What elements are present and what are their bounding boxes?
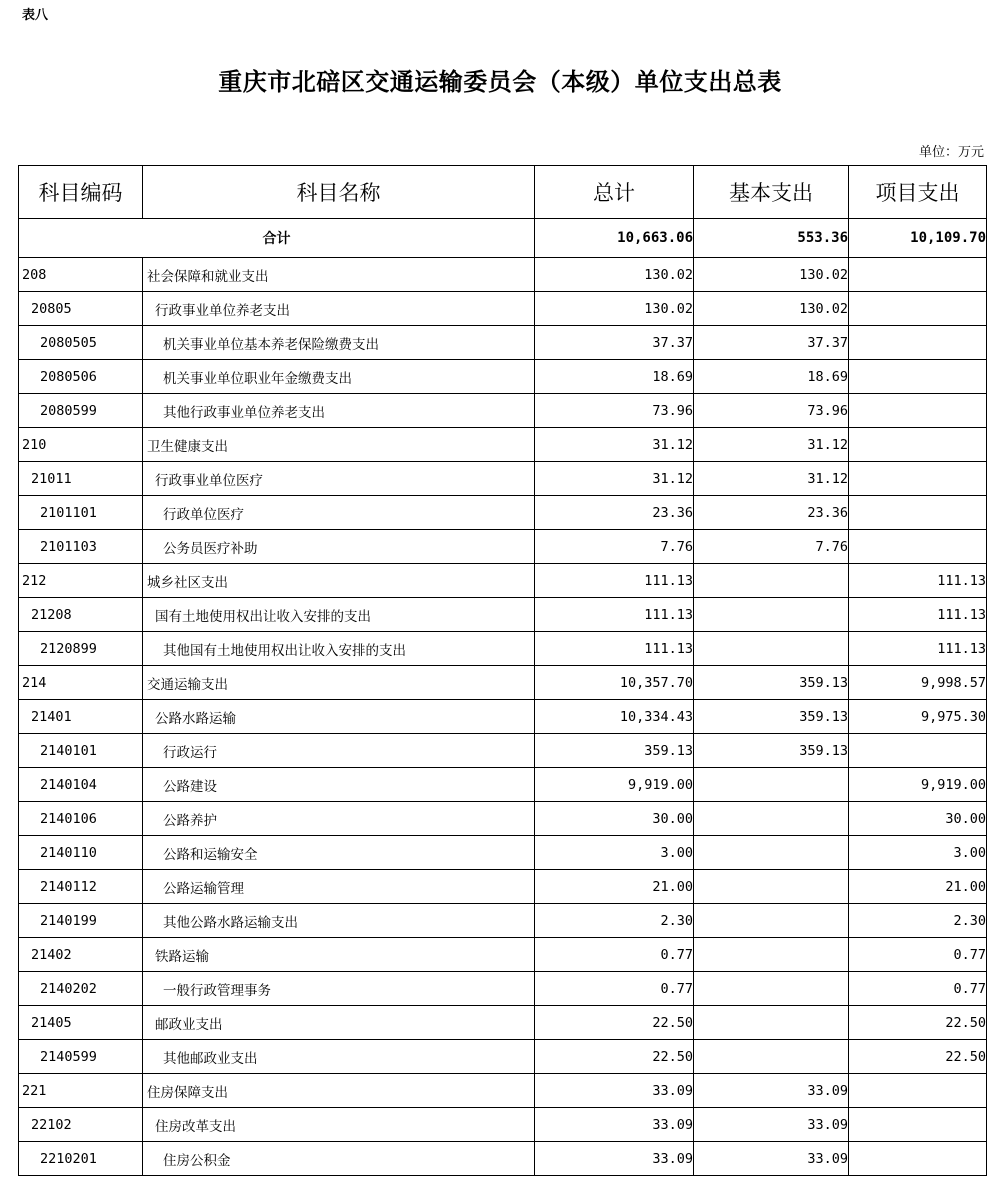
row-code: 2140110 [19,836,143,870]
table-row [19,258,987,292]
row-code: 2140199 [19,904,143,938]
row-code: 210 [19,428,143,462]
table-row [19,360,987,394]
row-name: 公路养护 [143,802,535,836]
row-code: 2120899 [19,632,143,666]
row-code: 2140101 [19,734,143,768]
row-code: 2101101 [19,496,143,530]
row-basic: 359.13 [694,700,849,734]
row-name: 公路水路运输 [143,700,535,734]
row-code: 221 [19,1074,143,1108]
row-name: 公路运输管理 [143,870,535,904]
row-project: 9,919.00 [849,768,987,802]
row-name: 行政事业单位医疗 [143,462,535,496]
row-total: 10,334.43 [535,700,694,734]
row-code: 2080599 [19,394,143,428]
row-basic: 359.13 [694,666,849,700]
unit-label: 单位：万元 [918,145,984,160]
table-number-label: 表八 [22,8,49,23]
row-total: 359.13 [535,734,694,768]
row-code: 2140106 [19,802,143,836]
row-code: 2080506 [19,360,143,394]
row-name: 邮政业支出 [143,1006,535,1040]
row-code: 2140202 [19,972,143,1006]
row-total: 31.12 [535,428,694,462]
row-name: 城乡社区支出 [143,564,535,598]
table-header [19,166,987,219]
row-total: 23.36 [535,496,694,530]
header-total: 总计 [535,166,694,219]
row-project [849,1074,987,1108]
row-total: 111.13 [535,564,694,598]
row-project: 0.77 [849,972,987,1006]
table-row [19,564,987,598]
summary-basic: 553.36 [694,219,849,258]
table-row [19,972,987,1006]
table-row [19,1142,987,1176]
row-project [849,496,987,530]
row-project [849,394,987,428]
row-project [849,428,987,462]
row-name: 卫生健康支出 [143,428,535,462]
table-row [19,1006,987,1040]
row-code: 214 [19,666,143,700]
table-row [19,836,987,870]
row-name: 其他国有土地使用权出让收入安排的支出 [143,632,535,666]
row-basic [694,870,849,904]
row-basic: 130.02 [694,258,849,292]
row-basic [694,972,849,1006]
row-total: 37.37 [535,326,694,360]
row-name: 国有土地使用权出让收入安排的支出 [143,598,535,632]
row-name: 其他公路水路运输支出 [143,904,535,938]
row-total: 0.77 [535,938,694,972]
row-code: 208 [19,258,143,292]
row-name: 其他行政事业单位养老支出 [143,394,535,428]
row-basic [694,802,849,836]
row-project [849,292,987,326]
row-name: 行政单位医疗 [143,496,535,530]
table-row [19,326,987,360]
row-total: 130.02 [535,258,694,292]
table-row [19,394,987,428]
row-name: 住房改革支出 [143,1108,535,1142]
row-basic: 31.12 [694,428,849,462]
row-code: 2080505 [19,326,143,360]
table-row [19,1040,987,1074]
row-name: 其他邮政业支出 [143,1040,535,1074]
row-code: 2210201 [19,1142,143,1176]
header-row [19,166,987,219]
row-basic [694,836,849,870]
row-total: 73.96 [535,394,694,428]
table-row [19,734,987,768]
row-project [849,360,987,394]
row-total: 111.13 [535,632,694,666]
row-name: 住房公积金 [143,1142,535,1176]
row-total: 21.00 [535,870,694,904]
table-row [19,462,987,496]
row-basic: 37.37 [694,326,849,360]
row-basic [694,938,849,972]
table-row [19,428,987,462]
row-project: 9,975.30 [849,700,987,734]
row-project: 21.00 [849,870,987,904]
row-project: 3.00 [849,836,987,870]
row-project [849,326,987,360]
row-name: 行政运行 [143,734,535,768]
table-row [19,598,987,632]
row-code: 21402 [19,938,143,972]
summary-label: 合计 [19,219,535,258]
row-total: 9,919.00 [535,768,694,802]
table-body [19,219,987,1176]
row-project [849,1108,987,1142]
summary-total: 10,663.06 [535,219,694,258]
row-basic: 23.36 [694,496,849,530]
row-name: 公路和运输安全 [143,836,535,870]
table-row [19,938,987,972]
row-project [849,462,987,496]
summary-project: 10,109.70 [849,219,987,258]
row-project [849,1142,987,1176]
row-basic: 73.96 [694,394,849,428]
row-project: 2.30 [849,904,987,938]
row-total: 33.09 [535,1074,694,1108]
row-basic [694,1006,849,1040]
row-total: 7.76 [535,530,694,564]
row-project [849,734,987,768]
row-basic [694,598,849,632]
row-project: 9,998.57 [849,666,987,700]
row-total: 22.50 [535,1006,694,1040]
row-project: 30.00 [849,802,987,836]
row-project: 0.77 [849,938,987,972]
row-total: 10,357.70 [535,666,694,700]
table-row [19,904,987,938]
row-basic: 33.09 [694,1142,849,1176]
summary-row [19,219,987,258]
row-total: 33.09 [535,1108,694,1142]
row-total: 30.00 [535,802,694,836]
table-row [19,496,987,530]
table-row [19,700,987,734]
row-code: 2140104 [19,768,143,802]
table-row [19,1074,987,1108]
row-basic [694,632,849,666]
page-title: 重庆市北碚区交通运输委员会（本级）单位支出总表 [218,67,782,96]
row-project [849,530,987,564]
row-basic [694,904,849,938]
row-project [849,258,987,292]
header-project: 项目支出 [849,166,987,219]
row-code: 21401 [19,700,143,734]
row-code: 20805 [19,292,143,326]
row-project: 111.13 [849,632,987,666]
row-code: 2140112 [19,870,143,904]
row-code: 21011 [19,462,143,496]
row-name: 交通运输支出 [143,666,535,700]
row-basic: 33.09 [694,1074,849,1108]
row-code: 212 [19,564,143,598]
row-basic: 130.02 [694,292,849,326]
row-code: 21405 [19,1006,143,1040]
row-basic: 359.13 [694,734,849,768]
row-total: 18.69 [535,360,694,394]
row-code: 22102 [19,1108,143,1142]
row-total: 0.77 [535,972,694,1006]
row-project: 111.13 [849,598,987,632]
table-row [19,632,987,666]
table-row [19,768,987,802]
row-total: 111.13 [535,598,694,632]
row-name: 机关事业单位职业年金缴费支出 [143,360,535,394]
row-total: 2.30 [535,904,694,938]
table-row [19,666,987,700]
header-name: 科目名称 [143,166,535,219]
row-total: 3.00 [535,836,694,870]
row-name: 一般行政管理事务 [143,972,535,1006]
row-total: 130.02 [535,292,694,326]
row-code: 2101103 [19,530,143,564]
row-code: 2140599 [19,1040,143,1074]
row-basic [694,768,849,802]
expenditure-table [18,165,987,1176]
row-project: 22.50 [849,1006,987,1040]
table-row [19,292,987,326]
row-basic: 33.09 [694,1108,849,1142]
table-row [19,1108,987,1142]
table-row [19,870,987,904]
row-name: 社会保障和就业支出 [143,258,535,292]
row-basic [694,1040,849,1074]
row-code: 21208 [19,598,143,632]
table-row [19,530,987,564]
row-name: 公路建设 [143,768,535,802]
row-total: 33.09 [535,1142,694,1176]
row-project: 22.50 [849,1040,987,1074]
header-basic: 基本支出 [694,166,849,219]
row-basic: 31.12 [694,462,849,496]
row-basic: 18.69 [694,360,849,394]
row-total: 22.50 [535,1040,694,1074]
row-basic: 7.76 [694,530,849,564]
row-name: 住房保障支出 [143,1074,535,1108]
row-name: 机关事业单位基本养老保险缴费支出 [143,326,535,360]
row-name: 公务员医疗补助 [143,530,535,564]
row-name: 铁路运输 [143,938,535,972]
row-basic [694,564,849,598]
table-row [19,802,987,836]
row-total: 31.12 [535,462,694,496]
row-name: 行政事业单位养老支出 [143,292,535,326]
header-code: 科目编码 [19,166,143,219]
row-project: 111.13 [849,564,987,598]
